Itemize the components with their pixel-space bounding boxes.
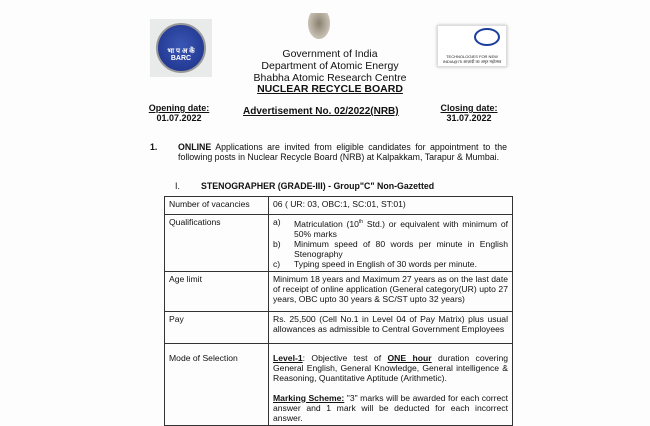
qualifications-value [269,215,513,272]
closing-date-value: 31.07.2022 [446,113,492,123]
age-label: Age limit [165,271,269,311]
section-number: I. [175,181,180,191]
post-details-table [164,196,513,426]
intro-paragraph [150,142,507,162]
intro-bold: ONLINE [178,142,212,152]
table-row [165,215,513,272]
opening-date [148,103,210,123]
table-row [165,271,513,311]
header-department: Department of Atomic Energy [261,60,399,72]
opening-date-label: Opening date: [148,103,210,113]
opening-date-value: 01.07.2022 [156,113,202,123]
section-title: STENOGRAPHER (GRADE-III) - Group"C" Non-Gazetted [201,181,435,191]
duration: ONE hour [387,352,432,363]
table-row [165,343,513,425]
technologies-logo-text: TECHNOLOGIES FOR NEW INDIA@75 आज़ादी का अमृत महोत्सव [442,54,502,64]
selection-value: Level-1: Objective test of ONE hour duration covering General English, General Knowledge, General intelligence & Reasoning, Quantitative Aptitude (Arithmetic). Marking Scheme: "3" marks will be awarded for each correct answer and 1 mark will be deducted for each incorrect answer. [269,343,513,425]
qualification-item: Typing speed in English of 30 words per minute. [294,258,477,269]
header-board: NUCLEAR RECYCLE BOARD [257,83,403,95]
header-government: Government of India [282,48,378,60]
section-heading [175,181,434,191]
qualifications-label: Qualifications [165,215,269,272]
selection-label: Mode of Selection [165,343,269,425]
vacancies-label: Number of vacancies [165,197,269,215]
vacancies-value: 06 ( UR: 03, OBC:1, SC:01, ST:01) [269,197,513,215]
table-row [165,311,513,343]
closing-date-label: Closing date: [440,103,498,113]
list-marker: a) [273,217,281,227]
header-barc: Bhabha Atomic Research Centre [253,72,407,84]
intro-text: Applications are invited from eligible candidates for appointment to the following posts in Nuclear Recycle Board (NRB) at Kalpakkam, Tarapur & Mumbai. [178,142,507,162]
list-marker: c) [273,258,281,269]
qualification-item: Matriculation (10th Std.) or equivalent with minimum of 50% marks [294,218,508,239]
age-value: Minimum 18 years and Maximum 27 years as on the last date of receipt of online application (General category(UR) upto 27 years, OBC upto 30 years & SC/ST upto 32 years) [269,271,513,311]
marking-label: Marking Scheme: [273,392,345,403]
intro-number: 1. [150,142,158,152]
list-marker: b) [273,238,281,249]
table-row [165,197,513,215]
india-emblem-icon [308,13,330,39]
atom-icon [474,28,500,46]
pay-label: Pay [165,311,269,343]
barc-logo: भा प अ कें BARC [150,19,212,77]
closing-date [438,103,500,123]
barc-logo-text: भा प अ कें [167,47,195,55]
level-label: Level-1 [273,352,303,363]
marking-text: "3" marks will be awarded for each correct answer and 1 mark will be deducted for each incorrect answer. [273,392,508,423]
advertisement-number: Advertisement No. 02/2022(NRB) [243,106,399,117]
pay-value: Rs. 25,500 (Cell No.1 in Level 04 of Pay Matrix) plus usual allowances as admissible to Central Government Employees [269,311,513,343]
qualification-item: Minimum speed of 80 words per minute in English Stenography [294,238,508,259]
